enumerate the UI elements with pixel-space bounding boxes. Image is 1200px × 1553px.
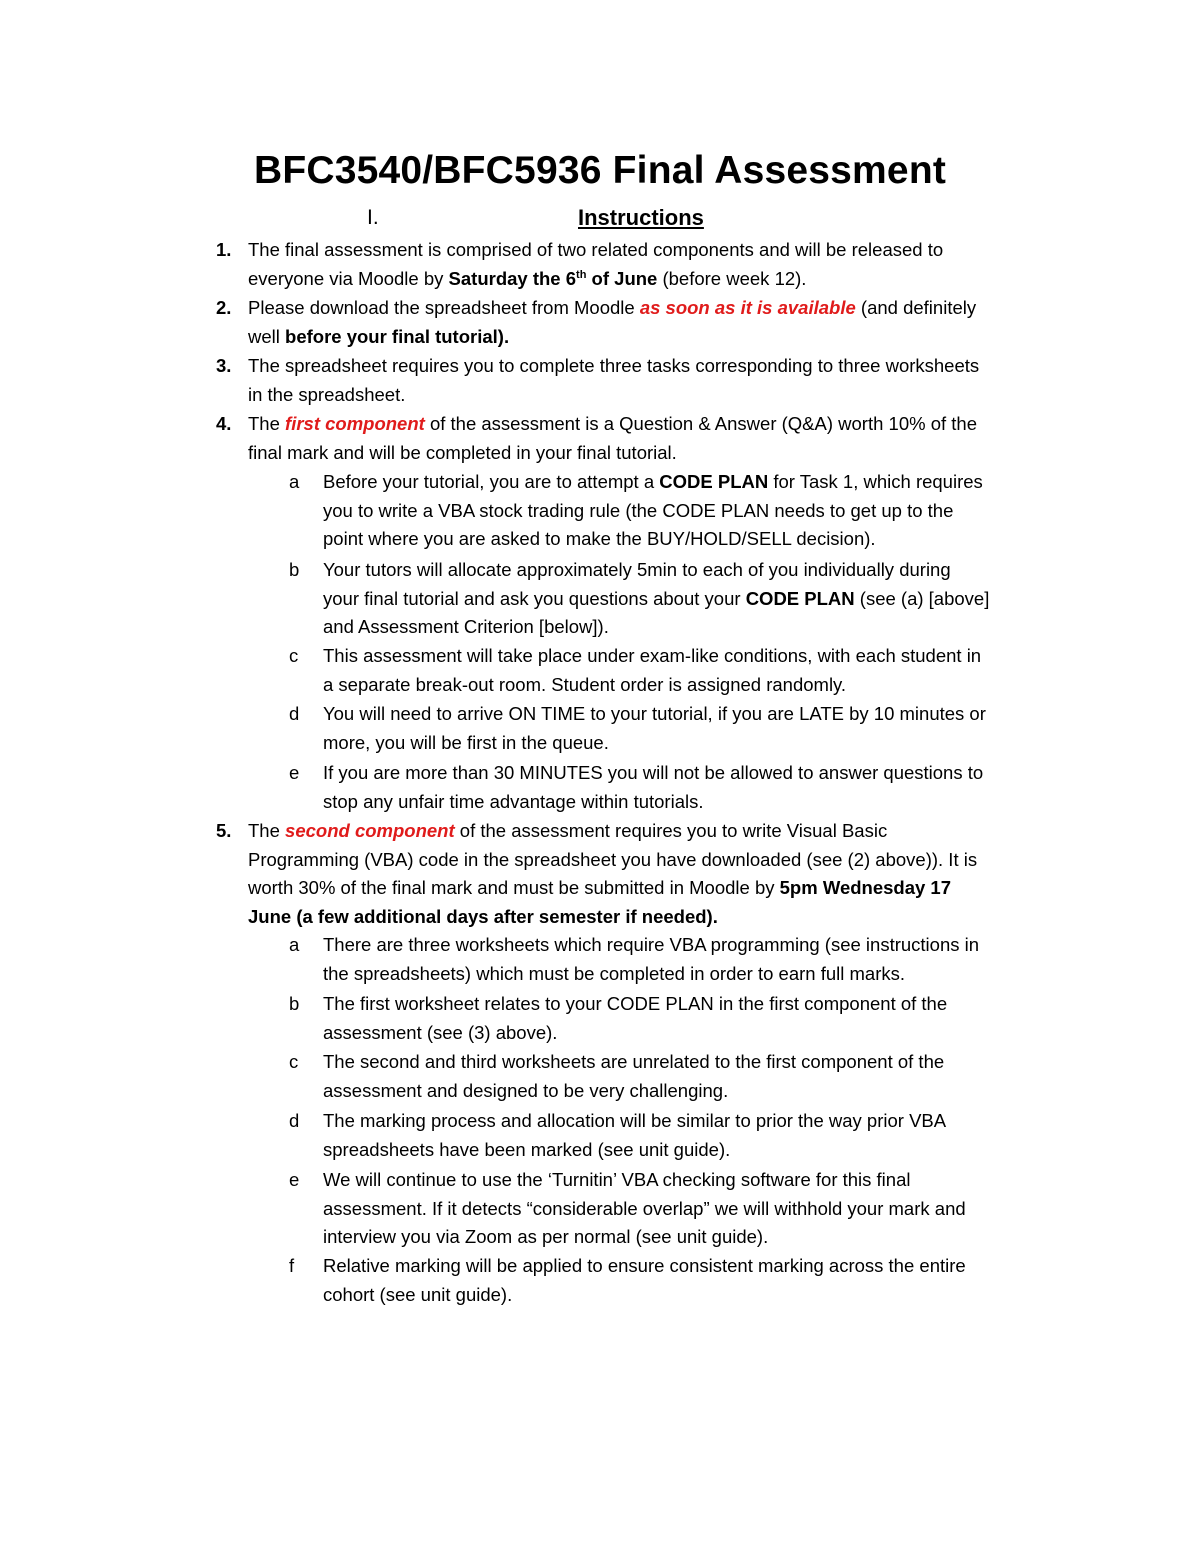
section-title: Instructions bbox=[578, 205, 704, 230]
section-numeral: I. bbox=[367, 206, 379, 229]
sub-letter: f bbox=[289, 1255, 295, 1276]
sub-text-line: the spreadsheets) which must be completed in order to earn full marks. bbox=[323, 962, 906, 984]
bold-emphasis: 5pm Wednesday 17 bbox=[779, 877, 952, 899]
document-title: BFC3540/BFC5936 Final Assessment bbox=[253, 149, 947, 192]
sub-text-line: assessment. If it detects “considerable overlap” we will withhold your mark and bbox=[323, 1197, 966, 1219]
sub-letter: e bbox=[289, 762, 300, 783]
item-text-line: The spreadsheet requires you to complete three tasks corresponding to three worksheets bbox=[248, 355, 980, 376]
sub-text-line: Before your tutorial, you are to attempt a CODE PLAN for Task 1, which requires bbox=[323, 471, 983, 492]
bold-emphasis: CODE PLAN bbox=[745, 587, 855, 609]
item-text-line: The second component of the assessment requires you to write Visual Basic bbox=[248, 820, 888, 841]
item-number: 5. bbox=[216, 820, 232, 841]
sub-text-line: The second and third worksheets are unrelated to the first component of the bbox=[323, 1051, 945, 1072]
sub-text-line: a separate break-out room. Student order is assigned randomly. bbox=[323, 673, 847, 695]
sub-text-line: spreadsheets have been marked (see unit guide). bbox=[323, 1138, 731, 1160]
sub-text-line: The marking process and allocation will be similar to prior the way prior VBA bbox=[323, 1110, 947, 1131]
sub-letter: e bbox=[289, 1169, 300, 1190]
red-emphasis: second component bbox=[285, 820, 455, 841]
item-text-line: The final assessment is comprised of two related components and will be released to bbox=[248, 239, 944, 260]
sub-letter: c bbox=[289, 1051, 299, 1072]
sub-text-line: and Assessment Criterion [below]). bbox=[323, 616, 609, 638]
sub-text-line: Relative marking will be applied to ensure consistent marking across the entire bbox=[323, 1255, 966, 1276]
item-text-line: Programming (VBA) code in the spreadsheet you have downloaded (see (2) above)). It is bbox=[248, 848, 978, 870]
sub-text-line: We will continue to use the ‘Turnitin’ VBA checking software for this final bbox=[323, 1169, 911, 1190]
item-text-line: worth 30% of the final mark and must be submitted in Moodle by 5pm Wednesday 17 bbox=[248, 877, 952, 899]
sub-text-line: This assessment will take place under exam-like conditions, with each student in bbox=[323, 645, 982, 666]
bold-emphasis: CODE PLAN bbox=[659, 471, 769, 492]
sub-text-line: stop any unfair time advantage within tutorials. bbox=[323, 790, 704, 812]
sub-letter: a bbox=[289, 934, 300, 955]
item-text-line: in the spreadsheet. bbox=[248, 383, 406, 405]
sub-text-line: cohort (see unit guide). bbox=[323, 1283, 513, 1305]
sub-letter: d bbox=[289, 1110, 300, 1131]
sub-text-line: interview you via Zoom as per normal (see unit guide). bbox=[323, 1226, 769, 1248]
sub-text-line: you to write a VBA stock trading rule (the CODE PLAN needs to get up to the bbox=[323, 499, 954, 521]
sub-text-line: Your tutors will allocate approximately 5min to each of you individually during bbox=[323, 559, 951, 580]
item-text-line: well before your final tutorial). bbox=[248, 325, 510, 347]
item-text-line: Please download the spreadsheet from Moodle as soon as it is available (and definitely bbox=[248, 297, 977, 318]
sub-letter: c bbox=[289, 645, 299, 666]
sub-text-line: your final tutorial and ask you questions about your CODE PLAN (see (a) [above] bbox=[323, 587, 990, 609]
sub-letter: d bbox=[289, 703, 300, 724]
date-emphasis: Saturday the 6th of June bbox=[448, 267, 658, 289]
item-text-line: final mark and will be completed in your final tutorial. bbox=[248, 441, 677, 463]
sub-text-line: point where you are asked to make the BUY/HOLD/SELL decision). bbox=[323, 528, 876, 550]
red-emphasis: as soon as it is available bbox=[639, 297, 856, 318]
item-text-line: everyone via Moodle by Saturday the 6th of June (before week 12). bbox=[248, 267, 807, 289]
sub-text-line: There are three worksheets which require VBA programming (see instructions in bbox=[323, 934, 980, 955]
sub-letter: b bbox=[289, 993, 300, 1014]
sub-text-line: If you are more than 30 MINUTES you will not be allowed to answer questions to bbox=[323, 762, 984, 783]
sub-text-line: assessment (see (3) above). bbox=[323, 1021, 558, 1043]
item-number: 3. bbox=[216, 355, 232, 376]
sub-text-line: You will need to arrive ON TIME to your tutorial, if you are LATE by 10 minutes or bbox=[323, 703, 986, 724]
sub-text-line: more, you will be first in the queue. bbox=[323, 731, 609, 753]
item-number: 4. bbox=[216, 413, 232, 434]
item-number: 1. bbox=[216, 239, 232, 260]
sub-text-line: The first worksheet relates to your CODE PLAN in the first component of the bbox=[323, 993, 948, 1014]
sub-letter: a bbox=[289, 471, 300, 492]
sub-letter: b bbox=[289, 559, 300, 580]
sub-text-line: assessment and designed to be very challenging. bbox=[323, 1079, 729, 1101]
bold-emphasis: before your final tutorial bbox=[285, 325, 498, 347]
item-text-line: The first component of the assessment is a Question & Answer (Q&A) worth 10% of the bbox=[248, 413, 977, 434]
red-emphasis: first component bbox=[285, 413, 425, 434]
section-heading bbox=[0, 203, 1200, 233]
item-number: 2. bbox=[216, 297, 232, 318]
item-text-line: June (a few additional days after semester if needed). bbox=[248, 905, 718, 927]
